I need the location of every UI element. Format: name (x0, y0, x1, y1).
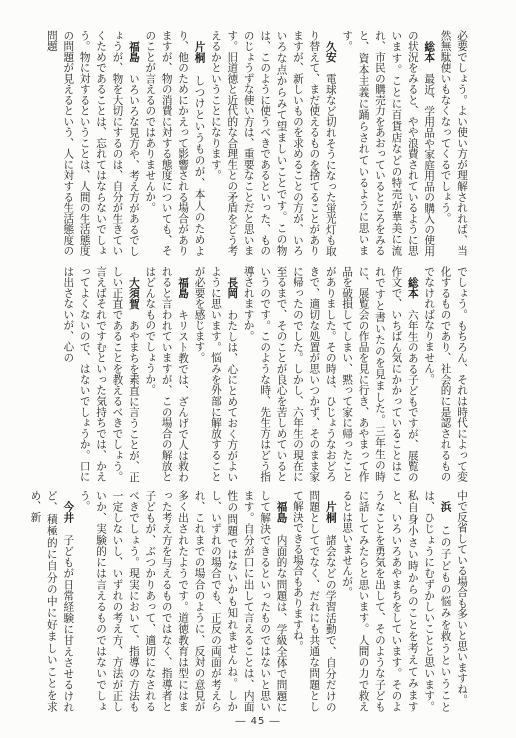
paragraph-text: 諸会などの学習活動で、自分だけの問題としてでなく、だれにも共通な問題として解決できる場合もありますね。 (291, 490, 337, 713)
speaker-name: 久安 (324, 40, 337, 63)
speaker-name: 総本 (406, 276, 419, 299)
paragraph-text: あやまちを素直に言うことが、正しい正直であることを教えるべきでしょう。言えばそれですむといった気持ちでは、かえってよくないので、はないでしょうか。口には出さないが、心の (62, 266, 140, 483)
paragraph (421, 266, 470, 482)
speaker-name: 片桐 (193, 40, 206, 64)
speaker-name: 浜 (439, 500, 452, 513)
paragraph-text: いろいろな見方や、考え方があるでしょうが、物を大切にするのは、自分が生きていくためであることは、忘れてはならないでしょう。物に対するということは、人間の生活態度の問題が見えるという、人に対する生活態度の問題 (45, 30, 140, 257)
paragraph (437, 30, 470, 256)
paragraph (43, 30, 141, 256)
paragraph-text: わたしは、心にとめておく方がよいように思います。悩みを外部に解放することが必要を感じます。 (193, 266, 239, 483)
speaker-name: 片桐 (324, 500, 337, 523)
paragraph (339, 490, 454, 712)
text-tier-middle (42, 266, 470, 482)
paragraph (290, 490, 339, 712)
paragraph (208, 30, 339, 256)
paragraph-text: 子どもが日常経験に甘えさせるけれど、積極的に自分の中に好ましいことを求め、新 (29, 490, 75, 713)
page-number-text: ― 45 ― (235, 716, 281, 727)
paragraph (76, 490, 289, 712)
paragraph (191, 266, 240, 482)
speaker-name: 長岡 (226, 276, 239, 299)
paragraph (142, 266, 191, 482)
paragraph (142, 30, 208, 256)
paragraph-text: しつけというものが、本人のためより、他のためにかえって影響される場合がありますが、物の消費に対する態度についても、そのことが言えるのではありませんか。 (144, 30, 206, 257)
paragraph-text: 最近、学用品や家庭用品の購入の使用の状況をみると、やや浪費されているように思います。ことに百貨店などの特売が華美に流れ、市民の購売力をあおっているところをみると、資本主義に踊らされているように思います。 (341, 30, 436, 257)
text-tier-bottom (29, 490, 470, 713)
speaker-name: 総本 (423, 40, 436, 63)
paragraph-text: でしょう。もちろん、それは時代によって変化するものであり、社会的に是認されるものでなければなりません。 (423, 266, 468, 482)
speaker-name: 福島 (177, 276, 190, 299)
paragraph (27, 490, 76, 712)
paragraph (339, 30, 437, 256)
paragraph-text: 六年生のある子どもですが、展覧の作文で、いちばん気にかかっていることはこれですと書いたのを見ました。三年生の時に、展覧会の作品を見に行き、あやまって作品を破損してしまい、黙って家に帰ったことがありました。その時は、ひじょうなおどろきで、適切な処置が思いつかず、そのまま家に帰ったのでした。しかし、六年生の現在に至るまで、そのことが良心を苦しめているというのです。このような時、先生方はどう指導されますか。 (242, 266, 419, 483)
paragraph-text: 中で反省している場合も多いと思いますね。 (456, 490, 468, 705)
paragraph (60, 266, 142, 482)
text-tier-top (42, 30, 470, 256)
speaker-name: 福島 (127, 40, 140, 63)
paragraph (240, 266, 420, 482)
paragraph-text: キリスト教では、ざんげで人は救われると言われていますが、この場合の解放とはどんなものでしょうか。 (144, 266, 190, 483)
paragraph-text: 電球など切れそうになった蛍光灯も取り替えて、まだ使えるものを捨てることがありますが、新しいものを求めることの方が、いろいろな点からみて望ましいことです。この物は、このように使うべきであるといった、もののじょうずな使い方は、重要なことだと思います。旧道徳と近代的な合理生との矛盾をどう考えるかということになります。 (209, 30, 337, 257)
paragraph (454, 490, 470, 712)
page-number (0, 716, 516, 727)
speaker-name: 今井 (62, 500, 75, 523)
paragraph-text: この子どもの悩みを救うということは、ひじょうにむずかしいことと思います。私自身小さい時からのことを考えてみますと、いろいろあやまちをしています。そのようなことを勇気を出して、そのような子どもに話してみたらと思います。人間の力で救えるとは思いませんが。 (341, 490, 452, 713)
speaker-name: 福島 (275, 500, 288, 523)
speaker-name: 大須賀 (127, 276, 140, 310)
paragraph-text: 内面的な問題は、学級全体で問題にして解決できるといったものではないと思います。自分が口に出して言えることは、内面性の問題ではないかも知れませんね。しかし、いずれの場合でも、正反の両面が考えられ、これまでの場合のように、反対の意見が多く出されたようです。道徳教育は型にはまった考え方を与えるものではなく、指導者と子どもが、ぶつかりあって、適切になされるべきでしょう。現実において、指導の方法も一定しないし、いずれの考え方、方法が正しいか、実験的には言えるものではないでしょう。 (78, 490, 288, 713)
paragraph-text: 必要でしょう。よい使い方が理解されれば、当然無駄使いもなくなってくるでしょう。 (439, 30, 468, 256)
